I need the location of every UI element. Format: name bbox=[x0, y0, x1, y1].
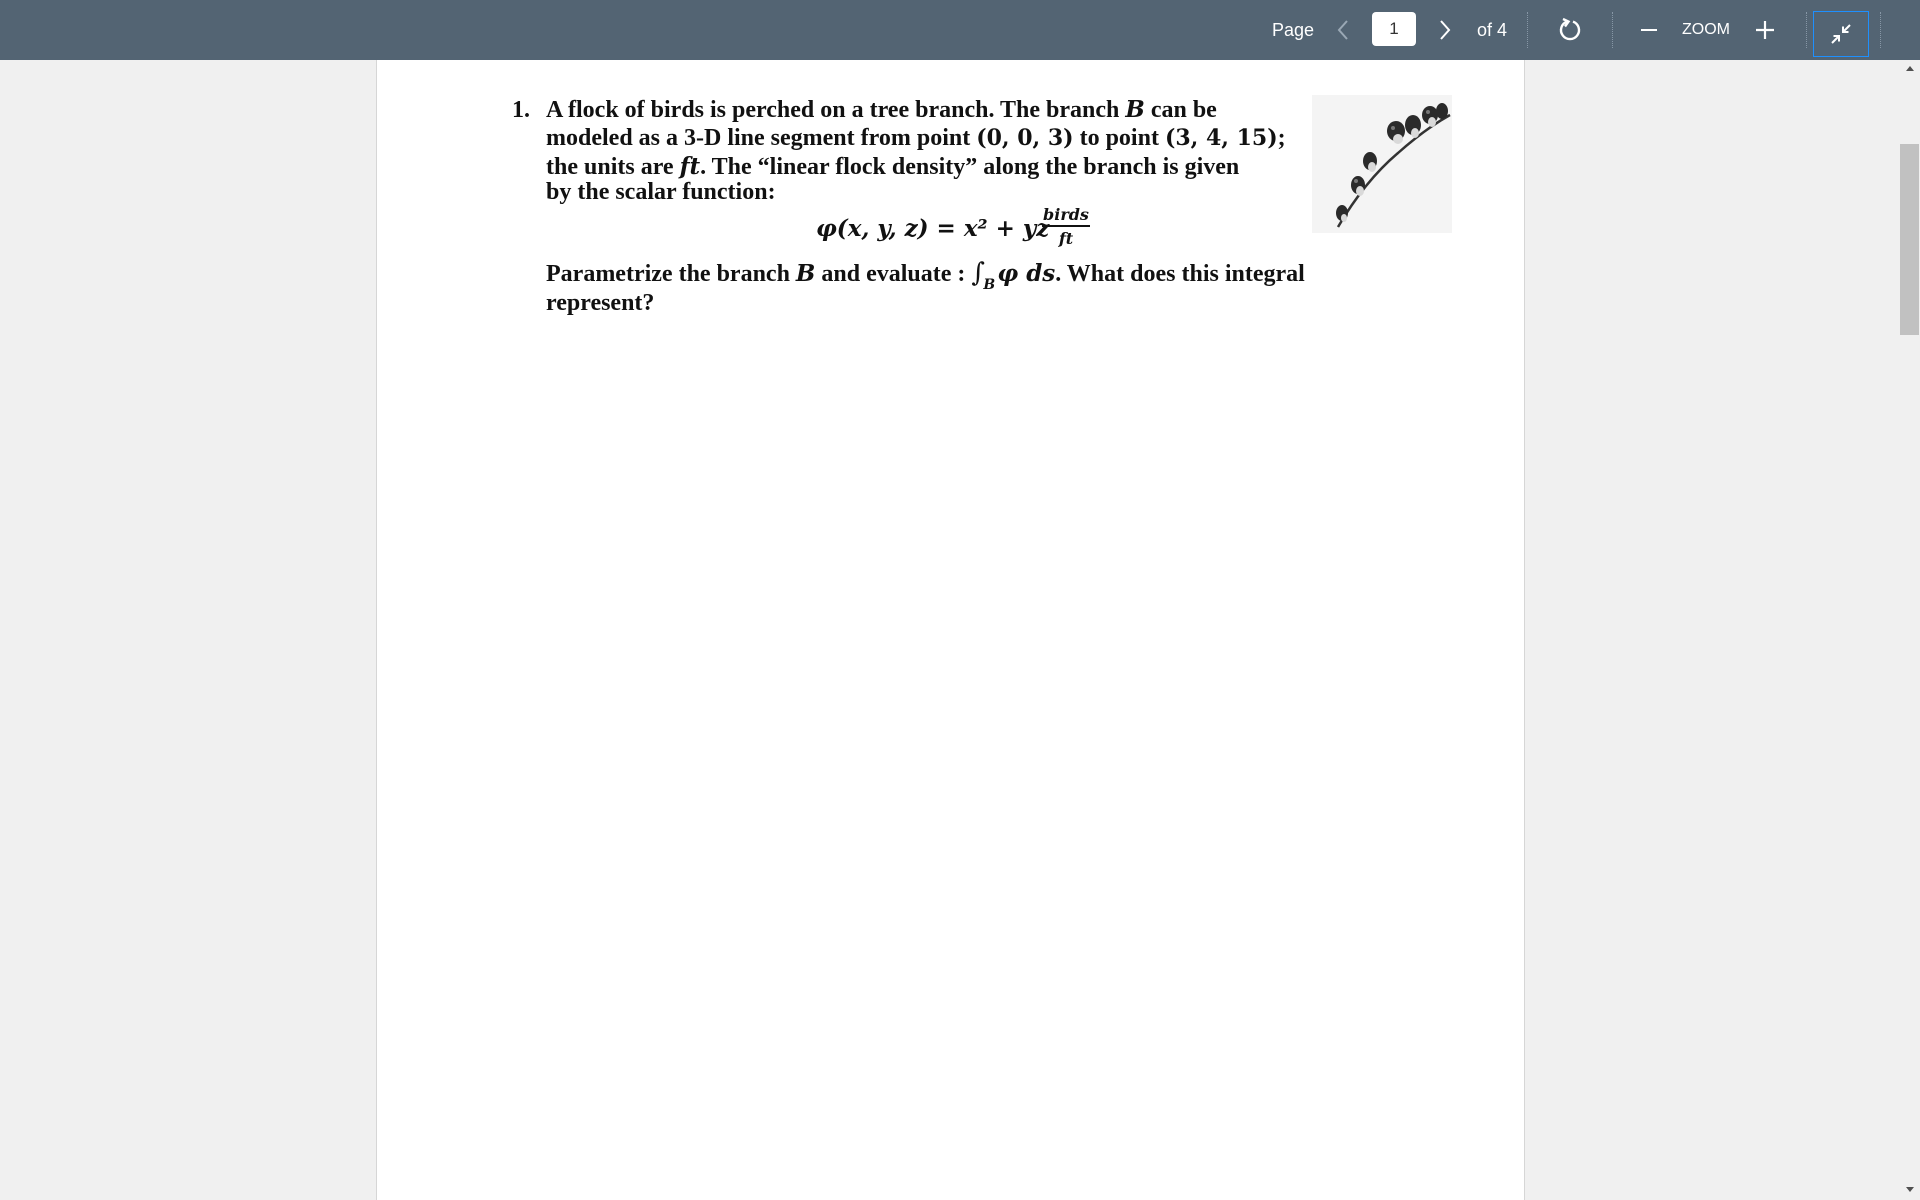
line-integral-symbol: ∫ B bbox=[971, 258, 996, 293]
toolbar-divider bbox=[1806, 12, 1807, 48]
question-number: 1. bbox=[512, 97, 530, 123]
toolbar-divider bbox=[1880, 12, 1881, 48]
minus-icon bbox=[1640, 21, 1658, 39]
question-text-line: Parametrize the branch B and evaluate : ∫ B φ ds. What does this integral bbox=[546, 258, 1305, 293]
scroll-down-arrow[interactable] bbox=[1900, 1186, 1920, 1200]
formula-expression: φ(x, y, z) = x² + yz bbox=[816, 215, 1050, 242]
page-number-input[interactable] bbox=[1372, 12, 1416, 46]
plus-icon bbox=[1755, 20, 1775, 40]
chevron-right-icon bbox=[1438, 19, 1452, 41]
question-text-line: the units are ft. The “linear flock density” along the branch is given bbox=[546, 153, 1240, 180]
exit-fullscreen-button[interactable] bbox=[1813, 11, 1869, 57]
chevron-left-icon bbox=[1336, 19, 1350, 41]
fraction-denominator: ft bbox=[1058, 229, 1074, 248]
scroll-up-arrow[interactable] bbox=[1900, 64, 1920, 78]
previous-page-button[interactable] bbox=[1330, 0, 1356, 60]
question-text-line: A flock of birds is perched on a tree branch. The branch B can be bbox=[546, 96, 1217, 123]
next-page-button[interactable] bbox=[1432, 0, 1458, 60]
question-text-line: modeled as a 3-D line segment from point (0, 0, 3) to point (3, 4, 15); bbox=[546, 125, 1286, 151]
exit-fullscreen-icon bbox=[1829, 22, 1853, 46]
page-label: Page bbox=[1271, 19, 1315, 40]
pdf-toolbar bbox=[0, 0, 1920, 60]
zoom-in-button[interactable] bbox=[1752, 0, 1778, 60]
zoom-label: ZOOM bbox=[1682, 21, 1730, 38]
question-text-line: represent? bbox=[546, 290, 655, 316]
scrollbar-thumb[interactable] bbox=[1900, 144, 1919, 335]
fraction-numerator: birds bbox=[1042, 205, 1090, 227]
birds-on-branch-image bbox=[1312, 95, 1452, 233]
page-count: of 4 bbox=[1476, 19, 1508, 40]
toolbar-divider bbox=[1527, 12, 1528, 48]
rotate-icon bbox=[1557, 17, 1583, 43]
formula-units-fraction bbox=[1042, 205, 1090, 249]
toolbar-divider bbox=[1612, 12, 1613, 48]
rotate-button[interactable] bbox=[1554, 0, 1586, 60]
caret-up-icon bbox=[1905, 64, 1915, 72]
caret-down-icon bbox=[1905, 1186, 1915, 1194]
zoom-out-button[interactable] bbox=[1636, 0, 1662, 60]
question-text-line: by the scalar function: bbox=[546, 179, 776, 205]
